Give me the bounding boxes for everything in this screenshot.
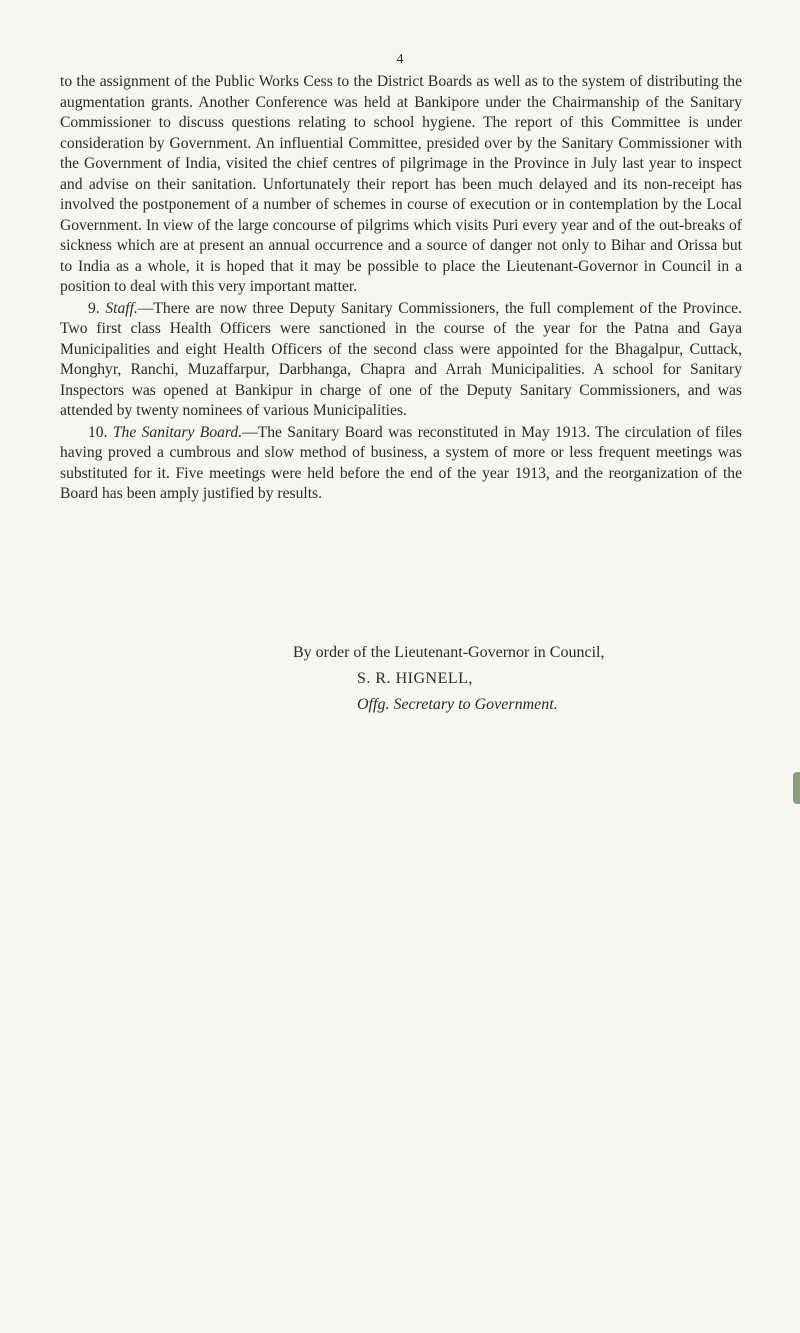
signatory-name: S. R. HIGNELL, [357,670,473,687]
paragraph-text: —The Sanitary Board was reconstituted in May 1913. The circulation of files having proved a cumbrous and slow method of business, a system of more or less frequent meetings was substituted for it. Five meetings were held before the end of the year 1913, and the reorganization of the Board has been amply justified by results. [60,423,742,502]
by-order-line: By order of the Lieutenant-Governor in Council, [293,644,605,661]
paragraph-sanitary-board [60,423,742,505]
paragraph-text: —There are now three Deputy Sanitary Commissioners, the full complement of the Province. Two first class Health Officers were sanctioned in the course of the year for the Patna and Gaya Municipalities and eight Health Officers of the second class were appointed for the Bhagalpur, Cuttack, Monghyr, Ranchi, Muzaffarpur, Darbhanga, Chapra and Arrah Municipalities. A school for Sanitary Inspectors was opened at Bankipur in charge of one of the Deputy Sanitary Commissioners, and was attended by twenty nominees of various Municipalities. [60,299,742,419]
paragraph-staff [60,299,742,422]
paragraph-continuation: to the assignment of the Public Works Cess to the District Boards as well as to the system of distributing the augmentation grants. Another Conference was held at Bankipore under the Chairmanship of the Sanitary Commissioner to discuss questions relating to school hygiene. The report of this Committee is under consideration by Government. An influential Committee, presided over by the Sanitary Commissioner with the Government of India, visited the chief centres of pilgrimage in the Province in July last year to inspect and advise on their sanitation. Unfortunately their report has been much delayed and its non-receipt has involved the postponement of a number of schemes in course of execution or in contemplation by the Local Government. In view of the large concourse of pilgrims which visits Puri every year and of the out-breaks of sickness which are at present an annual occurrence and a source of danger not only to Bihar and Orissa but to India as a whole, it is hoped that it may be possible to place the Lieutenant-Governor in Council in a position to deal with this very important matter. [60,73,742,295]
paragraph-heading: The Sanitary Board. [112,423,243,441]
signature-block [60,640,742,718]
page-number: 4 [396,52,404,67]
body-text [60,72,742,505]
paragraph-heading: Staff. [105,299,138,317]
paragraph-number: 10. [88,423,108,441]
page-edge-tab [793,772,800,804]
paragraph-number: 9. [88,299,100,317]
signatory-title: Offg. Secretary to Government. [357,696,558,713]
